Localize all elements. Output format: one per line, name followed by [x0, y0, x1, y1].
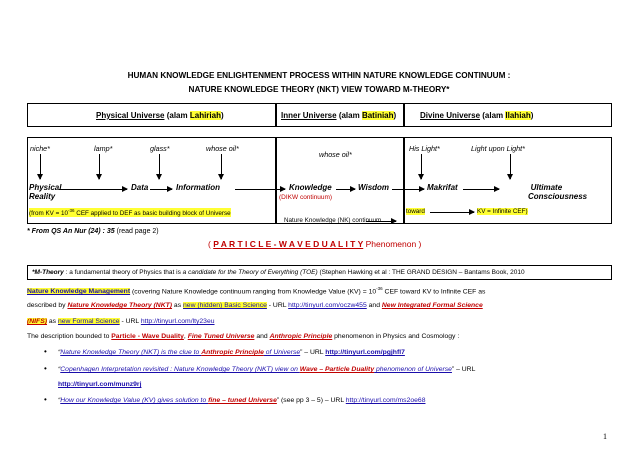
- stage-data: Data: [131, 183, 149, 192]
- divine-universe-label: Divine Universe: [420, 111, 481, 120]
- bullet-item-2: “Copenhagen Interpretation revisited : Nature Knowledge Theory (NKT) view on Wave – Particle Duality phenomenon of Universe” – URL: [58, 366, 476, 373]
- physical-paren-close: ): [220, 111, 224, 120]
- metaphor-whose-oil-physical: whose oil*: [206, 144, 239, 153]
- stage-wisdom: Wisdom: [358, 183, 390, 192]
- divine-paren-open: (alam: [482, 111, 504, 120]
- physical-universe-header: [27, 103, 276, 127]
- arrow-glass: [159, 154, 160, 179]
- footnote-source: * From QS An Nur (24) : 35: [27, 228, 115, 235]
- arrow-lamp: [99, 154, 100, 179]
- metaphor-whose-oil-inner: whose oil*: [319, 150, 352, 159]
- bullet-item-2-url-line: [58, 381, 141, 388]
- doc-title-line2: NATURE KNOWLEDGE THEORY (NKT) VIEW TOWARD M-THEORY*: [188, 85, 450, 94]
- nkm-line1: Nature Knowledge Management (covering Nature Knowledge continuum ranging from Knowledge Value $(KV) = 10^{-36}$ CEF toward KV to Infinite CEF as: [27, 286, 486, 296]
- inner-paren-close: ): [393, 111, 397, 120]
- new-hidden-basic-science[interactable]: new (hidden) Basic Science: [183, 302, 267, 309]
- nkt-url-link[interactable]: http://tinyurl.com/oczw455: [288, 302, 367, 309]
- kv-infinite-note: KV = Infinite CEF): [477, 208, 528, 215]
- nifs-term: New Integrated Formal Science: [381, 302, 483, 309]
- arrow-wisdom-to-makrifat: [392, 189, 424, 190]
- wave-particle-duality-term: Wave – Particle Duality: [299, 366, 375, 373]
- fine-tuned-url-link[interactable]: http://tinyurl.com/ms2oe68: [345, 397, 426, 404]
- ilahiah-highlight: Ilahiah: [505, 111, 531, 120]
- stage-makrifat: Makrifat: [427, 183, 458, 192]
- metaphor-glass: glass*: [150, 144, 170, 153]
- physical-universe-label: Physical Universe: [96, 111, 165, 120]
- copenhagen-url-link[interactable]: http://tinyurl.com/munz9rj: [58, 381, 142, 388]
- dikw-continuum-label: (DIKW continuum): [279, 194, 333, 201]
- stage-knowledge: Knowledge: [289, 183, 332, 192]
- metaphor-niche: niche*: [30, 144, 50, 153]
- kv-toward-note: toward: [406, 208, 425, 215]
- arrow-information-to-knowledge: [235, 189, 285, 190]
- anthropic-url-link[interactable]: http://tinyurl.com/pgjhfl7: [325, 349, 405, 356]
- metaphor-light-upon-light: Light upon Light*: [471, 144, 525, 153]
- arrow-reality-to-data: [59, 189, 127, 190]
- inner-universe-header: [276, 103, 404, 127]
- divine-universe-header: [404, 103, 612, 127]
- ap-term: Anthropic Principle: [269, 333, 333, 340]
- duality-term: P A R T I C L E - W A V E D U A L I T Y: [213, 239, 364, 249]
- bullet-item-3: “How our Knowledge Value (KV) gives solution to fine – tuned Universe” (see pp 3 – 5) – URL http://tinyurl.com/ms2oe68: [58, 397, 426, 404]
- nkm-line3: (NIFS) as new Formal Science - URL http://tinyurl.com/lty23eu: [27, 318, 215, 325]
- nk-continuum-label: Nature Knowledge (NK) continuum: [284, 217, 382, 224]
- description-line: The description bounded to Particle - Wave Duality, Fine Tuned Universe and Anthropic Principle phenomenon in Physics and Cosmology :: [27, 333, 460, 340]
- particle-wave-duality-banner: ( P A R T I C L E - W A V E D U A L I T Y Phenomenon ): [208, 239, 422, 249]
- arrow-nk-continuum: [366, 221, 396, 222]
- m-theory-definition: *M-Theory : a fundamental theory of Physics that is a candidate for the Theory of Everything (TOE) (Stephen Hawking et al : THE GRAND DESIGN – Bantams Book, 2010: [32, 269, 525, 276]
- arrow-knowledge-to-wisdom: [336, 189, 355, 190]
- new-formal-science[interactable]: new Formal Science: [57, 318, 120, 325]
- page-number: 1: [603, 432, 607, 441]
- metaphor-lamp: lamp*: [94, 144, 113, 153]
- arrow-makrifat-to-ultimate: [463, 189, 499, 190]
- nkt-term: Nature Knowledge Theory (NKT): [67, 302, 173, 309]
- batiniah-highlight: Batiniah: [361, 111, 394, 120]
- arrow-data-to-information: [150, 189, 172, 190]
- nkm-line2: described by Nature Knowledge Theory (NKT) as new (hidden) Basic Science - URL http://tinyurl.com/oczw455 and New Integrated Formal Science: [27, 302, 483, 309]
- kv-from-note: (from KV = $10^{-36}$ CEF applied to DEF as basic building block of Universe: [29, 208, 231, 218]
- doc-title-line1: HUMAN KNOWLEDGE ENLIGHTENMENT PROCESS WITHIN NATURE KNOWLEDGE CONTINUUM :: [127, 71, 511, 80]
- arrow-light-upon-light: [510, 154, 511, 179]
- physical-paren-open: (alam: [166, 111, 188, 120]
- m-theory-definition-box: [27, 265, 612, 280]
- arrow-toward-infinite: [430, 212, 474, 213]
- divine-paren-close: ): [530, 111, 534, 120]
- stage-physical-reality: Physical Reality: [29, 183, 62, 201]
- bullet-dot-1: •: [44, 347, 47, 356]
- bullet-item-1: “Nature Knowledge Theory (NKT) is the clue to Anthropic Principle of Universe” – URL http://tinyurl.com/pgjhfl7: [58, 349, 405, 356]
- inner-universe-label: Inner Universe: [281, 111, 337, 120]
- ftu-term: Fine Tuned Universe: [187, 333, 255, 340]
- metaphor-his-light: His Light*: [409, 144, 440, 153]
- anthropic-principle-term: Anthropic Principle: [201, 349, 264, 356]
- footnote-ref: (read page 2): [116, 228, 159, 235]
- arrow-whose-oil-physical: [221, 154, 222, 179]
- lahiriah-highlight: Lahiriah: [189, 111, 221, 120]
- bullet-dot-2: •: [44, 364, 47, 373]
- stage-information: Information: [176, 183, 220, 192]
- nifs-abbrev: (NIFS): [27, 318, 48, 325]
- fine-tuned-universe-term: fine – tuned Universe: [208, 397, 277, 404]
- stage-ultimate-consciousness: Ultimate Consciousness: [528, 183, 588, 201]
- inner-paren-open: (alam: [338, 111, 360, 120]
- nifs-url-link[interactable]: http://tinyurl.com/lty23eu: [140, 318, 215, 325]
- arrow-niche: [40, 154, 41, 179]
- pwd-term: Particle - Wave Duality: [111, 333, 184, 340]
- arrow-his-light: [421, 154, 422, 179]
- footnote: [27, 228, 159, 235]
- nkm-label: Nature Knowledge Management: [27, 288, 131, 296]
- bullet-dot-3: •: [44, 395, 47, 404]
